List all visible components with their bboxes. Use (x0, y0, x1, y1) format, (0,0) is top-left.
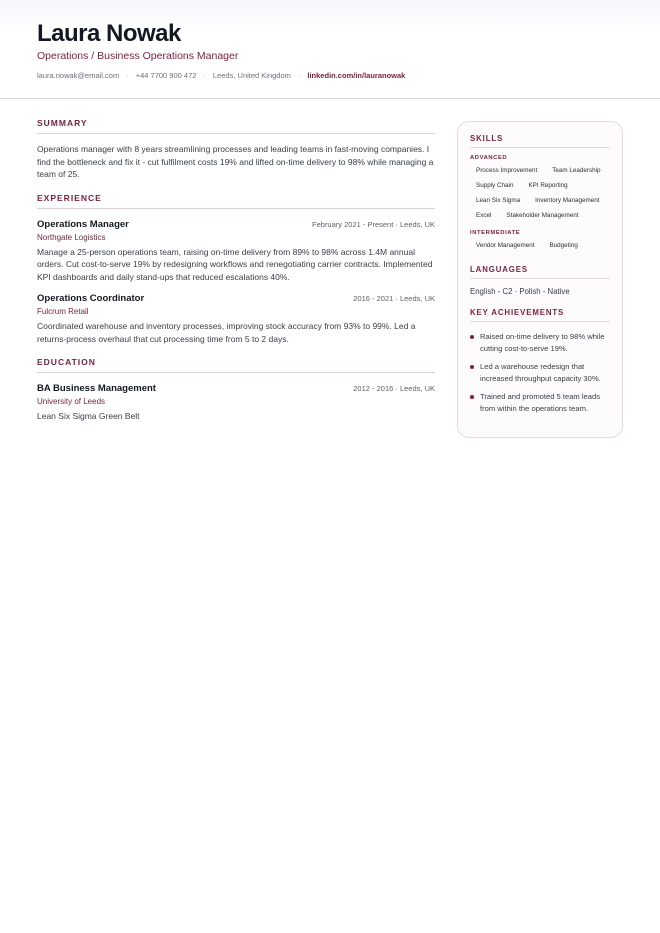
bullet-icon (470, 395, 474, 399)
skill-level-intermediate: INTERMEDIATE (470, 230, 521, 236)
degree-meta: 2012 - 2016 · Leeds, UK (353, 384, 435, 393)
section-title-summary: SUMMARY (37, 118, 435, 134)
resume-header (0, 0, 660, 99)
skill-level-advanced: ADVANCED (470, 155, 508, 161)
contact-email[interactable]: laura.nowak@email.com (37, 71, 120, 80)
bullet-icon (470, 365, 474, 369)
skills-intermediate-list (470, 238, 610, 253)
skill-chip: Excel (476, 212, 492, 219)
degree-school: University of Leeds (37, 397, 106, 406)
candidate-role: Operations / Business Operations Manager (37, 50, 239, 62)
skill-chip: Vendor Management (476, 242, 535, 249)
section-title-achievements: KEY ACHIEVEMENTS (470, 308, 610, 322)
skill-chip: Stakeholder Management (506, 212, 579, 219)
skill-chip: Supply Chain (476, 182, 514, 189)
sidebar-panel (457, 121, 623, 438)
achievement-text: Led a warehouse redesign that increased throughput capacity 30%. (480, 362, 601, 383)
experience-section (37, 193, 435, 346)
separator-dot: · (297, 71, 301, 80)
achievement-item (470, 391, 610, 414)
job-meta: February 2021 - Present · Leeds, UK (312, 219, 435, 229)
degree-title: BA Business Management (37, 383, 156, 394)
section-title-languages: LANGUAGES (470, 265, 610, 279)
skills-advanced-list (470, 163, 610, 223)
skill-chip: Inventory Management (535, 197, 600, 204)
candidate-name: Laura Nowak (37, 20, 181, 47)
languages-text: English - C2 · Polish - Native (470, 287, 570, 296)
contact-location: Leeds, United Kingdom (212, 71, 291, 80)
separator-dot: · (126, 71, 129, 80)
skill-chip: Team Leadership (552, 167, 601, 174)
skill-chip: Lean Six Sigma (476, 197, 521, 204)
education-entry (37, 383, 435, 423)
contact-linkedin-link[interactable]: linkedin.com/in/lauranowak (307, 71, 406, 80)
main-column (37, 118, 435, 423)
job-meta: 2016 - 2021 · Leeds, UK (353, 294, 435, 303)
achievements-list (470, 331, 610, 414)
achievement-text: Trained and promoted 5 team leads from within the operations team. (480, 392, 601, 413)
skill-chip: Budgeting (549, 242, 578, 249)
contact-phone[interactable]: +44 7700 900 472 (135, 71, 197, 80)
achievement-item (470, 331, 610, 354)
summary-section (37, 118, 435, 181)
job-description: Manage a 25-person operations team, raising on-time delivery from 89% to 98% across 1.4M annual orders. Cut cost-to-serve 19% by redesigning workflows and renegotiating carrier contracts. Implemented KPI dashboards and daily stand-ups that reduced escalations 40%. (37, 246, 433, 282)
section-title-education: EDUCATION (37, 357, 435, 373)
skill-chip: Process Improvement (476, 167, 538, 174)
achievement-item (470, 361, 610, 384)
achievement-text: Raised on-time delivery to 98% while cutting cost-to-serve 19%. (480, 332, 605, 353)
experience-entry (37, 293, 435, 345)
job-title: Operations Coordinator (37, 293, 145, 304)
job-title: Operations Manager (37, 218, 129, 230)
education-section (37, 357, 435, 423)
separator-dot: · (203, 71, 206, 80)
job-company: Northgate Logistics (37, 232, 106, 242)
degree-note: Lean Six Sigma Green Belt (37, 411, 140, 421)
job-description: Coordinated warehouse and inventory processes, improving stock accuracy from 93% to 99%. Led a returns-process overhaul that cut processing time from 5 to 2 days. (37, 321, 416, 344)
experience-entry (37, 219, 435, 284)
contact-line (37, 71, 405, 80)
summary-text: Operations manager with 8 years streamlining processes and leading teams in fast-moving companies. I find the bottleneck and fix it - cut fulfilment costs 19% and lifted on-time delivery to 98% while managing a team of 25. (37, 144, 434, 179)
skill-chip: KPI Reporting (528, 182, 568, 189)
bullet-icon (470, 335, 474, 339)
section-title-experience: EXPERIENCE (37, 193, 435, 209)
section-title-skills: SKILLS (470, 134, 610, 148)
job-company: Fulcrum Retail (37, 307, 89, 316)
